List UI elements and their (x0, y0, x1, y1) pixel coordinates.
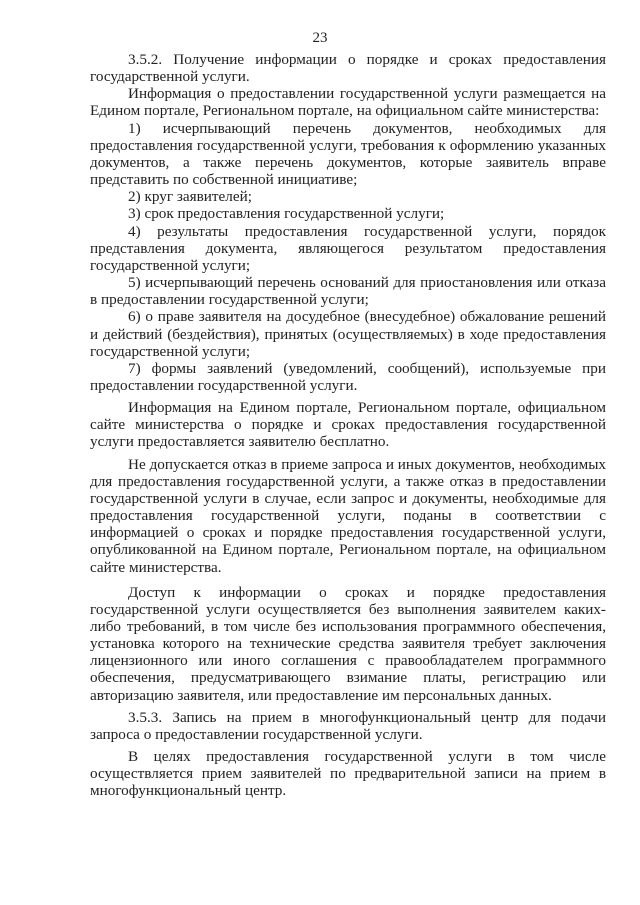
paragraph-section-3-5-2: 3.5.2. Получение информации о порядке и сроках предоставления государственной услуги. (90, 51, 606, 86)
list-item-4: 4) результаты предоставления государственной услуги, порядок представления документа, являющегося результатом предоставления государственной услуги; (90, 222, 606, 274)
document-body (90, 51, 606, 800)
paragraph-free-info: Информация на Едином портале, Региональном портале, официальном сайте министерства о порядке и сроках предоставления государственной услуги предоставляется заявителю бесплатно. (90, 399, 606, 451)
list-item-2: 2) круг заявителей; (128, 188, 252, 206)
paragraph-no-refusal: Не допускается отказ в приеме запроса и иных документов, необходимых для предоставления государственной услуги, а также отказ в предоставлении государственной услуги в случае, если запрос и документы, необходимые для предоставления государственной услуги, поданы в соответствии с информацией о сроках и порядке предоставления государственной услуги, опубликованной на Едином портале, Региональном портале, на официальном сайте министерства. (90, 455, 606, 576)
paragraph-section-3-5-3: 3.5.3. Запись на прием в многофункциональный центр для подачи запроса о предоставлении государственной услуги. (90, 708, 606, 743)
page-number: 23 (312, 30, 328, 46)
list-item-5: 5) исчерпывающий перечень оснований для приостановления или отказа в предоставлении государственной услуги; (90, 274, 606, 309)
paragraph-access: Доступ к информации о сроках и порядке предоставления государственной услуги осуществляется без выполнения заявителем каких-либо требований, в том числе без использования программного обеспечения, установка которого на технические средства заявителя требует заключения лицензионного или иного соглашения с правообладателем программного обеспечения, предусматривающего взимание платы, регистрацию или авторизацию заявителя, или предоставление им персональных данных. (90, 583, 606, 704)
list-item-3: 3) срок предоставления государственной услуги; (128, 205, 445, 223)
list-item-7: 7) формы заявлений (уведомлений, сообщений), используемые при предоставлении государственной услуги. (90, 359, 606, 394)
list-item-1: 1) исчерпывающий перечень документов, необходимых для предоставления государственной услуги, требования к оформлению указанных документов, а также перечень документов, которые заявитель вправе представить по собственной инициативе; (90, 119, 606, 189)
list-item-6: 6) о праве заявителя на досудебное (внесудебное) обжалование решений и действий (бездействия), принятых (осуществляемых) в ходе предоставления государственной услуги; (90, 308, 606, 360)
paragraph-appointment: В целях предоставления государственной услуги в том числе осуществляется прием заявителей по предварительной записи на прием в многофункциональный центр. (90, 748, 606, 800)
paragraph-info-placement: Информация о предоставлении государственной услуги размещается на Едином портале, Региональном портале, на официальном сайте министерства: (90, 85, 606, 120)
